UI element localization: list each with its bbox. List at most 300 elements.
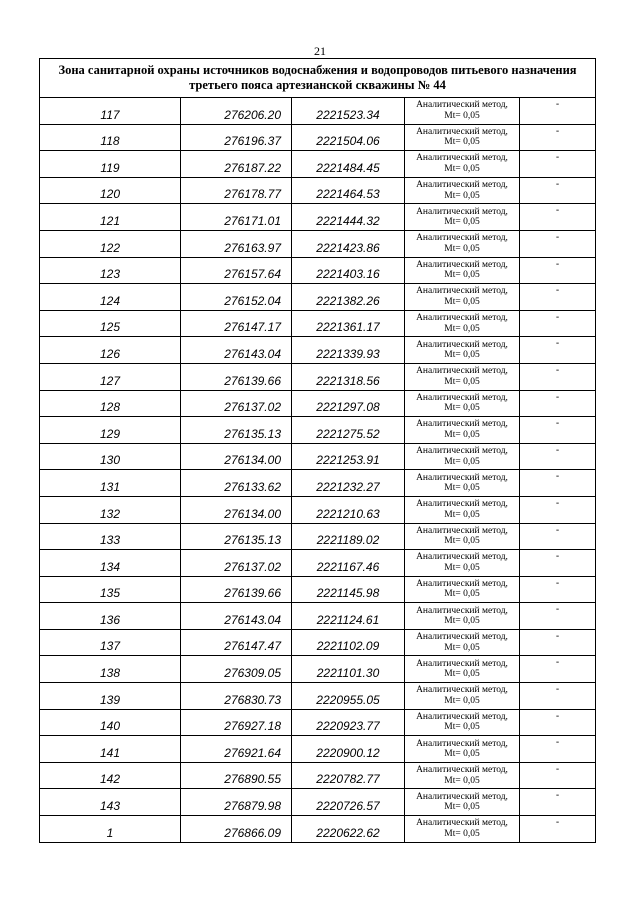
point-number-text: 1 (106, 825, 114, 840)
dash-cell (520, 629, 596, 656)
coordinate-y (292, 204, 405, 231)
coordinate-y (292, 762, 405, 789)
method-cell (405, 284, 520, 311)
dash-text: - (555, 338, 560, 350)
dash-cell (520, 257, 596, 284)
table-row (40, 310, 596, 337)
method-cell (405, 523, 520, 550)
method-cell (405, 603, 520, 630)
coordinate-y (292, 257, 405, 284)
method-cell (405, 656, 520, 683)
method-cell (405, 496, 520, 523)
table-row (40, 284, 596, 311)
coordinate-y (292, 736, 405, 763)
dash-cell (520, 124, 596, 151)
coordinate-y-text: 2221189.02 (316, 533, 380, 548)
dash-cell (520, 177, 596, 204)
method-cell (405, 470, 520, 497)
coordinate-y-text: 2221464.53 (316, 187, 380, 202)
dash-text: - (555, 364, 560, 376)
point-number-text: 118 (100, 134, 120, 149)
dash-cell (520, 816, 596, 843)
point-number (40, 789, 181, 816)
table-row (40, 816, 596, 843)
point-number-text: 128 (99, 400, 121, 415)
method-name: Аналитический метод, (416, 313, 508, 324)
dash-text: - (555, 710, 560, 722)
point-number (40, 629, 181, 656)
dash-text: - (555, 178, 560, 190)
point-number (40, 390, 181, 417)
coordinate-y-text: 2221523.34 (316, 107, 380, 122)
method-cell (405, 443, 520, 470)
table-row (40, 204, 596, 231)
coordinate-y-text: 2221210.63 (316, 506, 380, 521)
dash-cell (520, 603, 596, 630)
coordinate-y-text: 2220726.57 (316, 799, 380, 814)
coordinate-x (181, 98, 292, 125)
page-number: 21 (314, 44, 326, 58)
point-number (40, 656, 181, 683)
coordinate-y-text: 2220622.62 (316, 825, 380, 840)
method-name: Аналитический метод, (416, 100, 508, 111)
coordinate-y-text: 2220900.12 (316, 745, 380, 760)
point-number-text: 120 (99, 187, 121, 202)
table-row (40, 550, 596, 577)
coordinate-x-text: 276135.13 (224, 533, 281, 548)
table-row (40, 736, 596, 763)
dash-cell (520, 576, 596, 603)
point-number (40, 816, 181, 843)
table-row (40, 337, 596, 364)
method-accuracy: Mt= 0,05 (444, 589, 480, 600)
point-number (40, 337, 181, 364)
table-row (40, 656, 596, 683)
table-row (40, 496, 596, 523)
coordinate-x (181, 257, 292, 284)
point-number (40, 177, 181, 204)
coordinate-x (181, 816, 292, 843)
coordinate-y (292, 683, 405, 710)
coordinate-x (181, 496, 292, 523)
coordinate-x (181, 363, 292, 390)
method-name: Аналитический метод, (416, 632, 508, 643)
coordinate-y (292, 310, 405, 337)
dash-text: - (555, 551, 560, 563)
dash-cell (520, 762, 596, 789)
method-accuracy: Mt= 0,05 (444, 483, 480, 494)
method-name: Аналитический метод, (416, 153, 508, 164)
table-row (40, 363, 596, 390)
dash-cell (520, 443, 596, 470)
point-number-text: 122 (99, 240, 121, 255)
table-row (40, 789, 596, 816)
dash-text: - (555, 285, 560, 297)
method-cell (405, 816, 520, 843)
table-row (40, 257, 596, 284)
method-accuracy: Mt= 0,05 (444, 722, 480, 733)
coordinate-x (181, 417, 292, 444)
method-accuracy: Mt= 0,05 (444, 270, 480, 281)
method-name: Аналитический метод, (416, 818, 508, 829)
coordinate-x (181, 656, 292, 683)
dash-cell (520, 98, 596, 125)
coordinate-x-text: 276171.01 (224, 213, 281, 228)
dash-text: - (555, 99, 560, 110)
coordinate-x (181, 470, 292, 497)
coordinate-x-text: 276133.62 (224, 479, 281, 494)
coordinate-x (181, 337, 292, 364)
table-row (40, 124, 596, 151)
table-row (40, 417, 596, 444)
coordinate-y-text: 2220923.77 (316, 719, 380, 734)
point-number-text: 117 (100, 107, 120, 122)
point-number (40, 443, 181, 470)
coordinate-x-text: 276152.04 (224, 293, 281, 308)
method-accuracy: Mt= 0,05 (444, 350, 480, 361)
coordinate-y (292, 177, 405, 204)
point-number (40, 151, 181, 178)
method-accuracy: Mt= 0,05 (444, 163, 480, 174)
point-number-text: 143 (99, 799, 121, 814)
method-accuracy: Mt= 0,05 (444, 669, 480, 680)
point-number (40, 284, 181, 311)
method-name: Аналитический метод, (416, 499, 508, 510)
point-number (40, 98, 181, 125)
coordinate-x-text: 276178.77 (224, 187, 281, 202)
dash-text: - (555, 763, 560, 775)
method-name: Аналитический метод, (416, 791, 508, 802)
table-title-line-2: третьего пояса артезианской скважины № 44 (189, 78, 446, 92)
method-name: Аналитический метод, (416, 552, 508, 563)
point-number-text: 121 (99, 213, 121, 228)
point-number-text: 129 (99, 426, 121, 441)
point-number (40, 417, 181, 444)
method-cell (405, 151, 520, 178)
method-name: Аналитический метод, (416, 605, 508, 616)
point-number-text: 130 (99, 453, 121, 468)
point-number (40, 470, 181, 497)
dash-cell (520, 310, 596, 337)
method-cell (405, 762, 520, 789)
coordinate-x-text: 276147.17 (224, 320, 281, 335)
coordinate-x-text: 276890.55 (224, 772, 281, 787)
method-cell (405, 363, 520, 390)
dash-text: - (555, 684, 560, 696)
dash-text: - (555, 444, 560, 456)
dash-text: - (555, 258, 560, 270)
coordinate-x-text: 276134.00 (224, 453, 281, 468)
dash-text: - (555, 737, 560, 749)
coordinate-x-text: 276309.05 (224, 666, 281, 681)
table-title (40, 59, 596, 98)
method-accuracy: Mt= 0,05 (444, 137, 480, 148)
point-number (40, 709, 181, 736)
dash-text: - (555, 391, 560, 403)
point-number-text: 136 (99, 612, 121, 627)
dash-cell (520, 656, 596, 683)
table-row (40, 603, 596, 630)
method-accuracy: Mt= 0,05 (444, 509, 480, 520)
dash-cell (520, 390, 596, 417)
coordinate-y-text: 2221318.56 (316, 373, 380, 388)
method-cell (405, 417, 520, 444)
point-number (40, 204, 181, 231)
coordinate-y (292, 470, 405, 497)
dash-cell (520, 204, 596, 231)
point-number-text: 126 (99, 346, 121, 361)
method-name: Аналитический метод, (416, 711, 508, 722)
method-cell (405, 390, 520, 417)
coordinate-x-text: 276866.09 (224, 825, 281, 840)
dash-text: - (555, 524, 560, 536)
method-name: Аналитический метод, (416, 525, 508, 536)
dash-text: - (555, 657, 560, 669)
method-accuracy: Mt= 0,05 (444, 642, 480, 653)
coordinate-y-text: 2220955.05 (316, 692, 380, 707)
dash-text: - (555, 125, 560, 137)
coordinate-y (292, 337, 405, 364)
dash-cell (520, 709, 596, 736)
coordinate-y-text: 2221444.32 (316, 213, 380, 228)
coordinate-x (181, 443, 292, 470)
dash-cell (520, 363, 596, 390)
coordinate-x (181, 523, 292, 550)
method-name: Аналитический метод, (416, 738, 508, 749)
dash-text: - (555, 630, 560, 642)
method-accuracy: Mt= 0,05 (444, 828, 480, 839)
dash-text: - (555, 231, 560, 243)
coordinate-y (292, 124, 405, 151)
coordinate-y (292, 629, 405, 656)
coordinate-x (181, 762, 292, 789)
coordinate-y-text: 2221504.06 (316, 134, 380, 149)
method-name: Аналитический метод, (416, 765, 508, 776)
coordinate-y (292, 789, 405, 816)
dash-text: - (555, 311, 560, 323)
coordinate-y-text: 2221297.08 (316, 400, 380, 415)
coordinate-x-text: 276139.66 (224, 373, 281, 388)
point-number (40, 550, 181, 577)
coordinate-y-text: 2221382.26 (316, 293, 380, 308)
method-cell (405, 310, 520, 337)
method-accuracy: Mt= 0,05 (444, 562, 480, 573)
coordinate-x-text: 276163.97 (224, 240, 281, 255)
method-accuracy: Mt= 0,05 (444, 802, 480, 813)
method-cell (405, 736, 520, 763)
coordinate-x-text: 276830.73 (224, 692, 281, 707)
point-number-text: 141 (99, 745, 121, 760)
coordinate-x-text: 276139.66 (224, 586, 281, 601)
method-name: Аналитический метод, (416, 180, 508, 191)
point-number-text: 135 (99, 586, 121, 601)
dash-cell (520, 151, 596, 178)
method-accuracy: Mt= 0,05 (444, 403, 480, 414)
method-name: Аналитический метод, (416, 578, 508, 589)
dash-cell (520, 789, 596, 816)
method-name: Аналитический метод, (416, 392, 508, 403)
method-cell (405, 789, 520, 816)
coordinate-x (181, 550, 292, 577)
point-number (40, 603, 181, 630)
point-number-text: 132 (99, 506, 121, 521)
coordinate-x (181, 736, 292, 763)
dash-cell (520, 683, 596, 710)
method-accuracy: Mt= 0,05 (444, 749, 480, 760)
table-body (40, 59, 596, 843)
coordinate-x (181, 124, 292, 151)
dash-text: - (555, 152, 560, 164)
point-number (40, 762, 181, 789)
dash-cell (520, 230, 596, 257)
method-accuracy: Mt= 0,05 (444, 376, 480, 387)
dash-text: - (555, 471, 560, 483)
coordinate-x (181, 603, 292, 630)
coordinate-y-text: 2221167.46 (316, 559, 380, 574)
dash-text: - (555, 790, 560, 802)
coordinate-x (181, 230, 292, 257)
dash-cell (520, 417, 596, 444)
method-name: Аналитический метод, (416, 366, 508, 377)
point-number-text: 140 (99, 719, 121, 734)
coordinate-y (292, 709, 405, 736)
coordinate-x (181, 789, 292, 816)
dash-text: - (555, 497, 560, 509)
method-name: Аналитический метод, (416, 685, 508, 696)
coordinate-y-text: 2221484.45 (316, 160, 380, 175)
coordinate-y (292, 656, 405, 683)
method-accuracy: Mt= 0,05 (444, 456, 480, 467)
method-accuracy: Mt= 0,05 (444, 695, 480, 706)
dash-text: - (555, 604, 560, 616)
coordinate-x (181, 709, 292, 736)
coordinate-y-text: 2221145.98 (316, 586, 380, 601)
coordinate-y (292, 603, 405, 630)
point-number (40, 496, 181, 523)
table-row (40, 470, 596, 497)
coordinate-y (292, 550, 405, 577)
dash-cell (520, 284, 596, 311)
method-name: Аналитический метод, (416, 259, 508, 270)
coordinate-x-text: 276157.64 (224, 267, 281, 282)
point-number (40, 736, 181, 763)
coordinate-x-text: 276879.98 (224, 799, 281, 814)
method-cell (405, 98, 520, 125)
coordinate-y (292, 816, 405, 843)
point-number (40, 257, 181, 284)
method-cell (405, 230, 520, 257)
coordinate-y (292, 363, 405, 390)
coordinate-y (292, 523, 405, 550)
dash-cell (520, 496, 596, 523)
coordinates-table (39, 58, 596, 843)
point-number (40, 576, 181, 603)
table-row (40, 709, 596, 736)
method-name: Аналитический метод, (416, 419, 508, 430)
coordinate-x-text: 276143.04 (224, 612, 281, 627)
point-number-text: 131 (99, 479, 121, 494)
method-name: Аналитический метод, (416, 658, 508, 669)
method-accuracy: Mt= 0,05 (444, 616, 480, 627)
coordinate-x-text: 276134.00 (224, 506, 281, 521)
point-number-text: 137 (99, 639, 121, 654)
point-number (40, 363, 181, 390)
method-name: Аналитический метод, (416, 286, 508, 297)
method-cell (405, 124, 520, 151)
coordinate-x (181, 284, 292, 311)
point-number (40, 230, 181, 257)
point-number-text: 123 (99, 267, 121, 282)
coordinate-y-text: 2220782.77 (316, 772, 380, 787)
table-row (40, 390, 596, 417)
coordinate-y-text: 2221339.93 (316, 346, 380, 361)
coordinate-y (292, 390, 405, 417)
method-accuracy: Mt= 0,05 (444, 217, 480, 228)
coordinate-y-text: 2221232.27 (316, 479, 380, 494)
dash-text: - (555, 205, 560, 217)
method-accuracy: Mt= 0,05 (444, 190, 480, 201)
method-name: Аналитический метод, (416, 339, 508, 350)
method-accuracy: Mt= 0,05 (444, 323, 480, 334)
coordinate-x-text: 276921.64 (224, 745, 281, 760)
coordinate-y-text: 2221102.09 (316, 639, 380, 654)
point-number (40, 523, 181, 550)
dash-cell (520, 736, 596, 763)
dash-cell (520, 470, 596, 497)
table-row (40, 629, 596, 656)
dash-cell (520, 337, 596, 364)
table-row (40, 576, 596, 603)
dash-cell (520, 523, 596, 550)
coordinate-y-text: 2221423.86 (316, 240, 380, 255)
method-cell (405, 709, 520, 736)
coordinate-x (181, 629, 292, 656)
point-number-text: 142 (99, 772, 121, 787)
table-row (40, 523, 596, 550)
method-accuracy: Mt= 0,05 (444, 775, 480, 786)
method-cell (405, 683, 520, 710)
coordinate-y-text: 2221253.91 (316, 453, 380, 468)
coordinate-y-text: 2221361.17 (316, 320, 380, 335)
coordinate-x-text: 276196.37 (224, 134, 281, 149)
coordinate-x-text: 276206.20 (224, 107, 281, 122)
table-row (40, 762, 596, 789)
point-number-text: 119 (100, 160, 120, 175)
table-row (40, 177, 596, 204)
point-number-text: 124 (99, 293, 121, 308)
coordinate-x-text: 276147.47 (224, 639, 281, 654)
method-cell (405, 550, 520, 577)
coordinate-x-text: 276137.02 (224, 400, 281, 415)
coordinate-y-text: 2221101.30 (316, 666, 380, 681)
dash-cell (520, 550, 596, 577)
coordinate-x-text: 276927.18 (224, 719, 281, 734)
coordinate-x (181, 390, 292, 417)
dash-text: - (555, 817, 560, 829)
coordinate-y (292, 151, 405, 178)
method-accuracy: Mt= 0,05 (444, 296, 480, 307)
method-accuracy: Mt= 0,05 (444, 536, 480, 547)
coordinate-x (181, 204, 292, 231)
coordinate-x (181, 683, 292, 710)
point-number (40, 683, 181, 710)
method-cell (405, 257, 520, 284)
coordinate-x (181, 151, 292, 178)
coordinate-y-text: 2221124.61 (316, 612, 380, 627)
method-cell (405, 177, 520, 204)
dash-text: - (555, 418, 560, 430)
dash-text: - (555, 577, 560, 589)
